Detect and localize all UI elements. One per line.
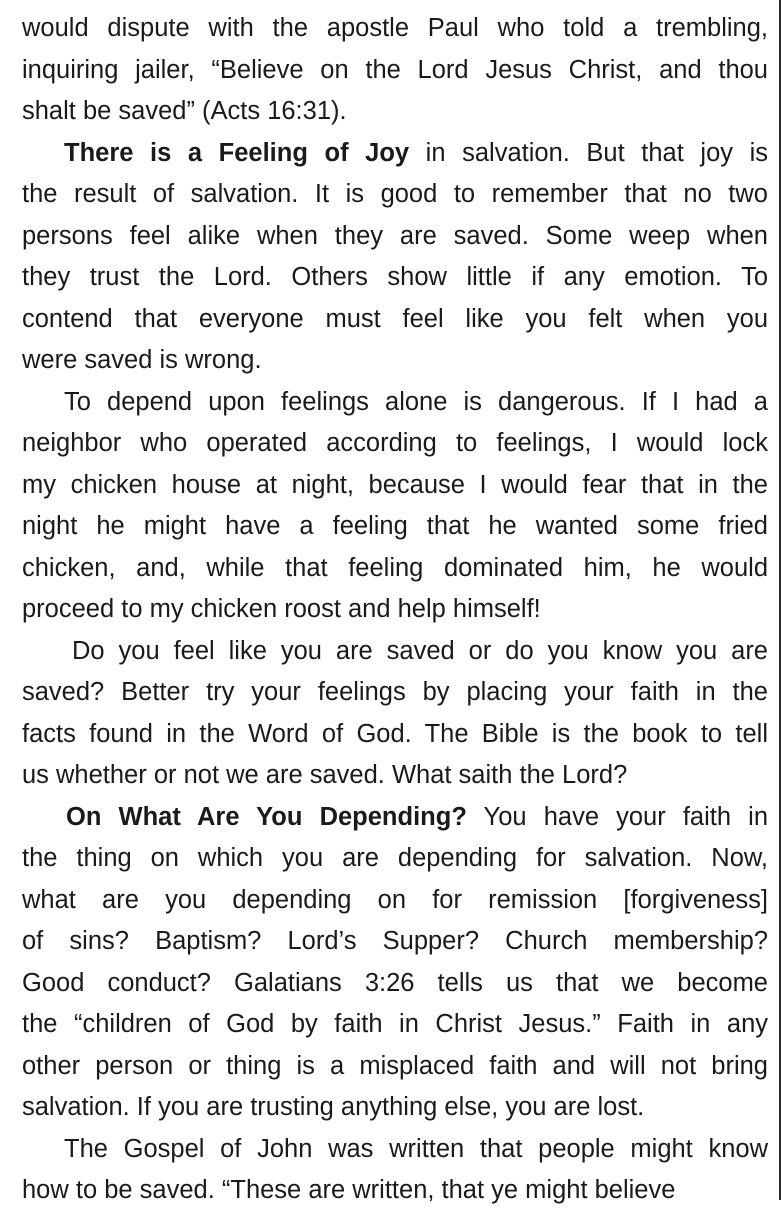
text-line: other person or thing is a misplaced faith and will not bring bbox=[22, 1051, 768, 1080]
text-line: how to be saved. “These are written, that ye might believe bbox=[22, 1176, 676, 1204]
text-line: To depend upon feelings alone is dangerous. If I had a bbox=[64, 387, 768, 416]
paragraph-feelings-dangerous bbox=[22, 382, 768, 631]
text-line: shalt be saved” (Acts 16:31). bbox=[22, 97, 347, 125]
text-line: of sins? Baptism? Lord’s Supper? Church membership? bbox=[22, 927, 768, 955]
text-line bbox=[22, 133, 768, 175]
paragraph-feel-or-know bbox=[22, 631, 768, 797]
document-page bbox=[22, 0, 768, 1212]
paragraph-heading: On What Are You Depending? bbox=[66, 802, 467, 831]
text-line: inquiring jailer, “Believe on the Lord Jesus Christ, and thou bbox=[22, 55, 768, 84]
paragraph-heading: There is a Feeling of Joy bbox=[64, 138, 410, 167]
text-line: would dispute with the apostle Paul who told a trembling, bbox=[22, 14, 768, 42]
text-fragment: You have your faith in bbox=[466, 802, 768, 831]
text-line: night he might have a feeling that he wanted some fried bbox=[22, 512, 768, 540]
text-line: my chicken house at night, because I would fear that in the bbox=[22, 470, 768, 499]
paragraph-what-depending bbox=[22, 797, 768, 1129]
text-line bbox=[22, 797, 768, 839]
text-line: facts found in the Word of God. The Bible is the book to tell bbox=[22, 719, 768, 748]
text-line: the “children of God by faith in Christ Jesus.” Faith in any bbox=[22, 1010, 768, 1038]
text-line: proceed to my chicken roost and help himself! bbox=[22, 595, 541, 623]
text-line: they trust the Lord. Others show little if any emotion. To bbox=[22, 263, 768, 291]
text-line: contend that everyone must feel like you felt when you bbox=[22, 304, 768, 333]
text-line: what are you depending on for remission [forgiveness] bbox=[22, 885, 768, 914]
text-line: chicken, and, while that feeling dominated him, he would bbox=[22, 553, 768, 582]
text-line: salvation. If you are trusting anything else, you are lost. bbox=[22, 1093, 645, 1121]
text-line: Good conduct? Galatians 3:26 tells us that we become bbox=[22, 968, 768, 997]
paragraph-gospel-of-john bbox=[22, 1129, 768, 1212]
text-line: the thing on which you are depending for salvation. Now, bbox=[22, 844, 768, 872]
text-fragment: in salvation. But that joy is bbox=[409, 138, 768, 167]
text-line: were saved is wrong. bbox=[22, 346, 262, 374]
text-line: us whether or not we are saved. What saith the Lord? bbox=[22, 761, 628, 789]
text-line: persons feel alike when they are saved. Some weep when bbox=[22, 221, 768, 250]
paragraph-feeling-of-joy bbox=[22, 133, 768, 382]
paragraph-acts-quote bbox=[22, 8, 768, 133]
text-line: the result of salvation. It is good to remember that no two bbox=[22, 180, 768, 208]
text-line: saved? Better try your feelings by placing your faith in the bbox=[22, 678, 768, 706]
text-line: The Gospel of John was written that people might know bbox=[64, 1134, 768, 1163]
text-line: Do you feel like you are saved or do you know you are bbox=[72, 636, 768, 665]
text-line: neighbor who operated according to feelings, I would lock bbox=[22, 429, 768, 457]
